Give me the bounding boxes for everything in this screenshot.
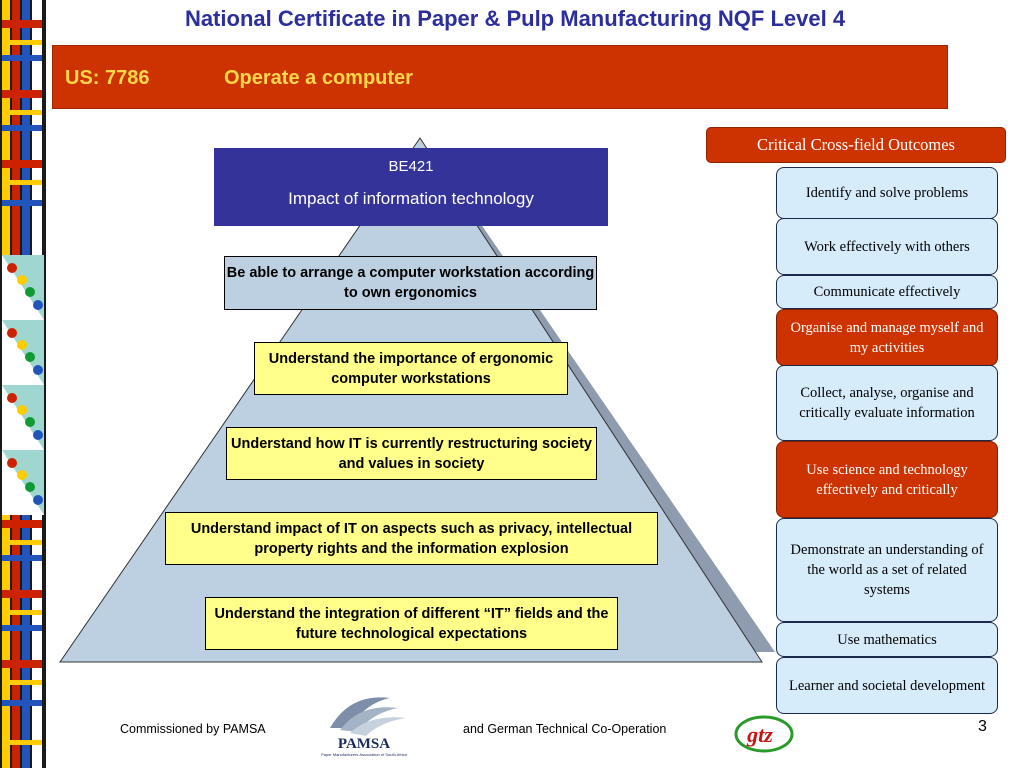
pyramid-step-2: Understand the importance of ergonomic computer workstations	[254, 342, 568, 395]
be-code: BE421	[388, 158, 434, 175]
unit-title: Operate a computer	[224, 67, 413, 89]
be-title: Impact of information technology	[288, 189, 534, 208]
outcome-item: Communicate effectively	[776, 275, 998, 309]
gtz-logo	[726, 712, 796, 756]
outcome-item: Collect, analyse, organise and critically evaluate information	[776, 365, 998, 441]
page-number: 3	[978, 718, 987, 735]
gtz-logo-text: gtz	[747, 722, 773, 747]
outcome-item: Learner and societal development	[776, 657, 998, 714]
slide-title: National Certificate in Paper & Pulp Manufacturing NQF Level 4	[184, 6, 846, 31]
outcome-item: Identify and solve problems	[776, 167, 998, 219]
outcome-item: Use mathematics	[776, 622, 998, 657]
footer-cooperation: and German Technical Co-Operation	[463, 722, 667, 736]
pyramid-step-5: Understand the integration of different “IT” fields and the future technological expectations	[205, 597, 618, 650]
footer-commissioned: Commissioned by PAMSA	[120, 722, 266, 736]
pamsa-logo	[320, 688, 410, 762]
outcome-item: Use science and technology effectively and critically	[776, 441, 998, 518]
outcome-item: Work effectively with others	[776, 218, 998, 275]
pyramid-step-3: Understand how IT is currently restructuring society and values in society	[226, 427, 597, 480]
pyramid-step-1: Be able to arrange a computer workstation according to own ergonomics	[224, 256, 597, 310]
outcome-item: Demonstrate an understanding of the world as a set of related systems	[776, 518, 998, 622]
outcomes-header: Critical Cross-field Outcomes	[706, 127, 1006, 163]
pyramid-step-4: Understand impact of IT on aspects such as privacy, intellectual property rights and the information explosion	[165, 512, 658, 565]
unit-code: US: 7786	[65, 67, 150, 89]
pamsa-logo-subtext: Paper Manufacturers Association of South Africa	[321, 752, 407, 757]
outcome-item: Organise and manage myself and my activities	[776, 309, 998, 366]
be-title-box	[214, 148, 608, 226]
pamsa-logo-text: PAMSA	[337, 736, 391, 752]
